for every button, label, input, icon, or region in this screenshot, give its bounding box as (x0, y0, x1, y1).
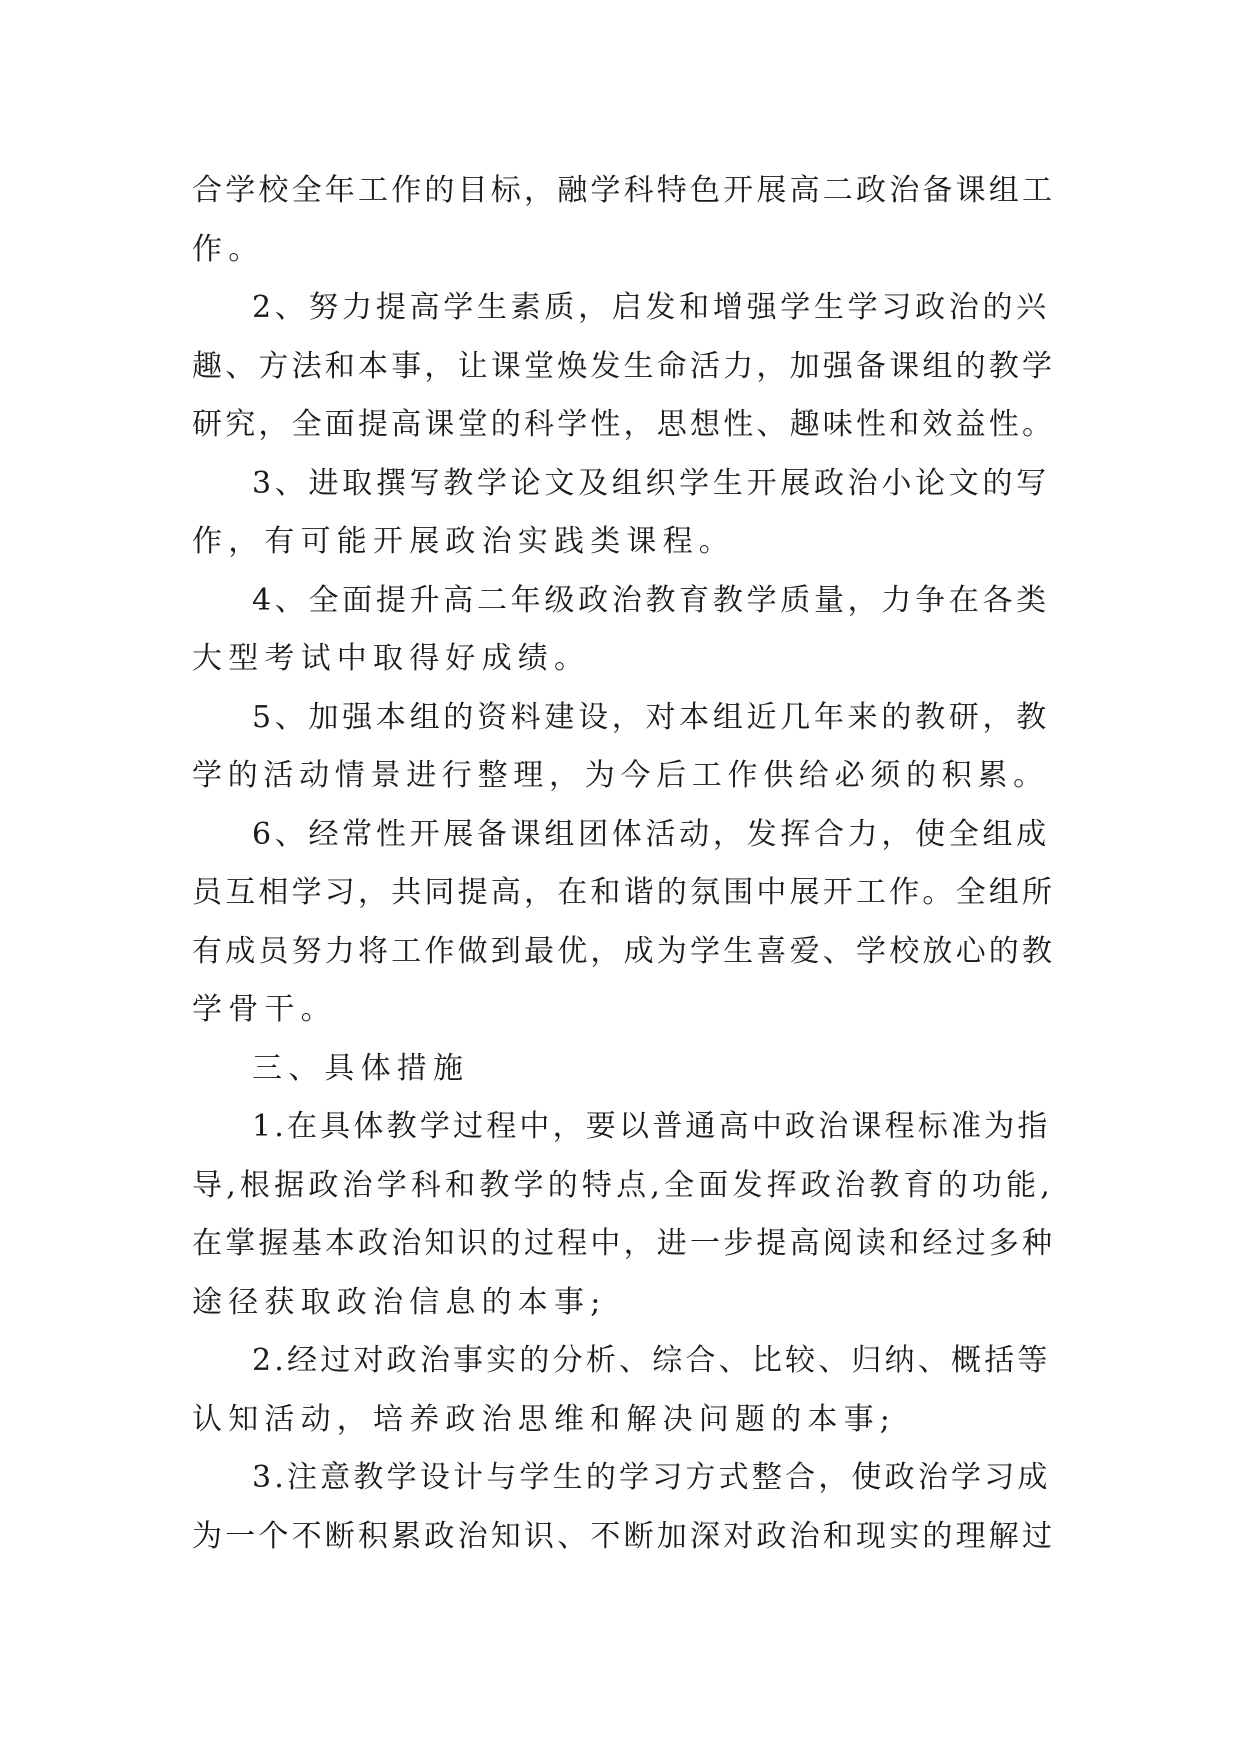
text-line: 学的活动情景进行整理，为今后工作供给必须的积累。 (192, 758, 1049, 793)
text-line: 在掌握基本政治知识的过程中，进一步提高阅读和经过多种 (192, 1226, 1056, 1261)
text-line: 作。 (192, 231, 265, 267)
text-line: 1.在具体教学过程中，要以普通高中政治课程标准为指 (252, 1109, 1051, 1144)
text-line: 趣、方法和本事，让课堂焕发生命活力，加强备课组的教学 (192, 348, 1056, 384)
text-line: 3、进取撰写教学论文及组织学生开展政治小论文的写 (252, 465, 1050, 501)
text-line: 作，有可能开展政治实践类课程。 (192, 524, 735, 559)
text-line: 3.注意教学设计与学生的学习方式整合，使政治学习成 (252, 1460, 1051, 1495)
text-line: 导,根据政治学科和教学的特点,全面发挥政治教育的功能, (192, 1167, 1055, 1203)
text-line: 2.经过对政治事实的分析、综合、比较、归纳、概括等 (252, 1343, 1051, 1378)
text-line: 5、加强本组的资料建设，对本组近几年来的教研，教 (252, 699, 1050, 735)
text-line: 4、全面提升高二年级政治教育教学质量，力争在各类 (252, 582, 1050, 618)
text-line: 2、努力提高学生素质，启发和增强学生学习政治的兴 (252, 290, 1050, 325)
text-line: 大型考试中取得好成绩。 (192, 641, 591, 676)
text-line: 为一个不断积累政治知识、不断加深对政治和现实的理解过 (192, 1518, 1056, 1554)
text-line: 学骨干。 (192, 992, 337, 1027)
text-line: 途径获取政治信息的本事; (192, 1284, 607, 1320)
text-line: 6、经常性开展备课组团体活动，发挥合力，使全组成 (252, 816, 1050, 852)
text-line: 认知活动，培养政治思维和解决问题的本事; (192, 1401, 897, 1437)
text-line: 三、具体措施 (252, 1050, 470, 1086)
text-line: 有成员努力将工作做到最优，成为学生喜爱、学校放心的教 (192, 933, 1056, 969)
text-line: 员互相学习，共同提高，在和谐的氛围中展开工作。全组所 (192, 875, 1056, 910)
text-line: 研究，全面提高课堂的科学性，思想性、趣味性和效益性。 (192, 407, 1056, 442)
text-line: 合学校全年工作的目标，融学科特色开展高二政治备课组工 (192, 173, 1056, 208)
document-body (192, 162, 1054, 1566)
